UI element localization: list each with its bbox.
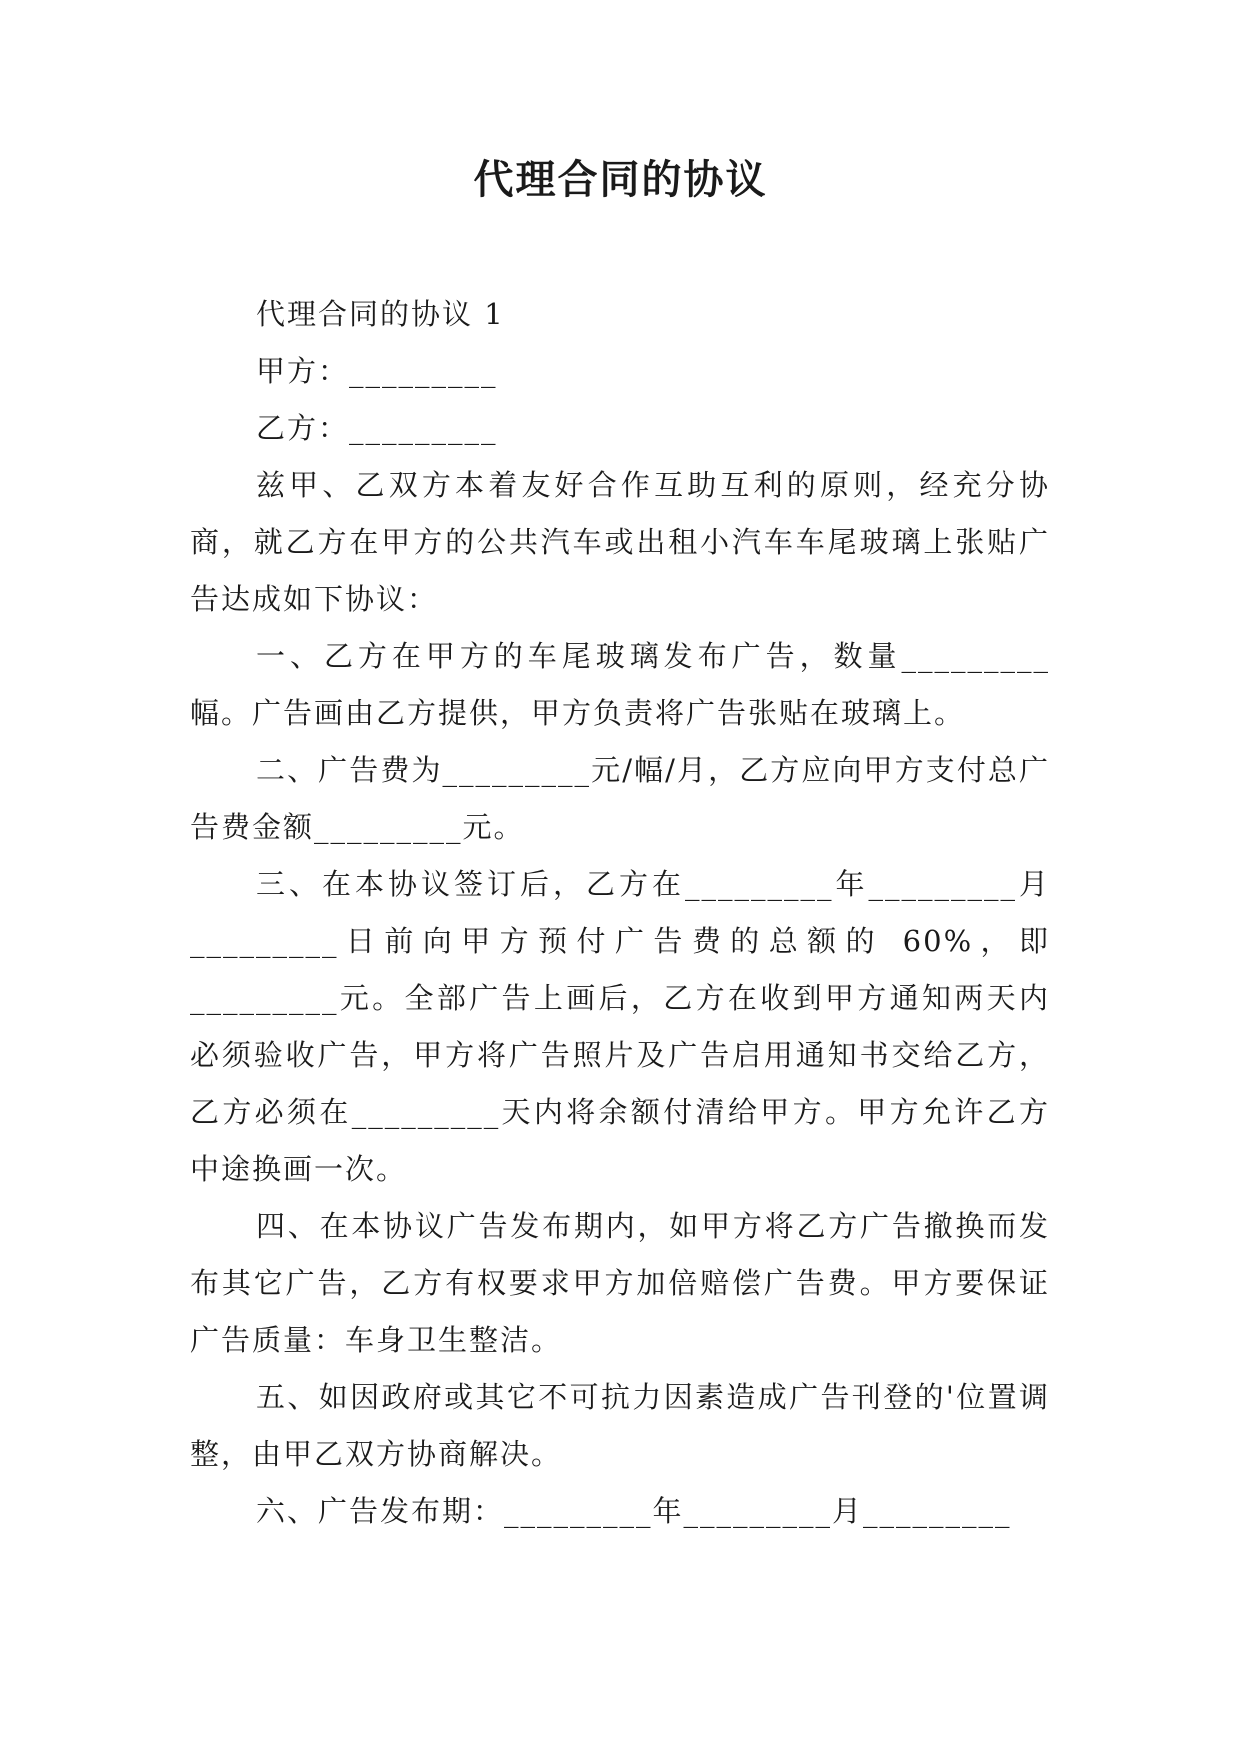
- party-b-line: 乙方：_________: [256, 411, 498, 445]
- section-heading: 代理合同的协议 1: [256, 297, 505, 331]
- clause-2: 二、广告费为_________元/幅/月，乙方应向甲方支付总广告费金额_________元。: [190, 753, 1050, 844]
- preamble-paragraph: 兹甲、乙双方本着友好合作互助互利的原则，经充分协商，就乙方在甲方的公共汽车或出租小汽车车尾玻璃上张贴广告达成如下协议：: [190, 468, 1050, 616]
- clause-6: 六、广告发布期：_________年_________月_________: [256, 1494, 1012, 1528]
- clause-1: 一、乙方在甲方的车尾玻璃发布广告，数量_________幅。广告画由乙方提供，甲方负责将广告张贴在玻璃上。: [190, 639, 1050, 730]
- document-title: 代理合同的协议: [473, 156, 768, 203]
- document-body: [190, 286, 1050, 1540]
- clause-3: 三、在本协议签订后，乙方在_________年_________月_________日前向甲方预付广告费的总额的 60%，即_________元。全部广告上画后，乙方在收到甲方通知两天内必须验收广告，甲方将广告照片及广告启用通知书交给乙方，乙方必须在_________天内将余额付清给甲方。甲方允许乙方中途换画一次。: [190, 867, 1050, 1186]
- clause-4: 四、在本协议广告发布期内，如甲方将乙方广告撤换而发布其它广告，乙方有权要求甲方加倍赔偿广告费。甲方要保证广告质量：车身卫生整洁。: [190, 1209, 1050, 1357]
- party-a-line: 甲方：_________: [256, 354, 498, 388]
- clause-5: 五、如因政府或其它不可抗力因素造成广告刊登的'位置调整，由甲乙双方协商解决。: [190, 1380, 1050, 1471]
